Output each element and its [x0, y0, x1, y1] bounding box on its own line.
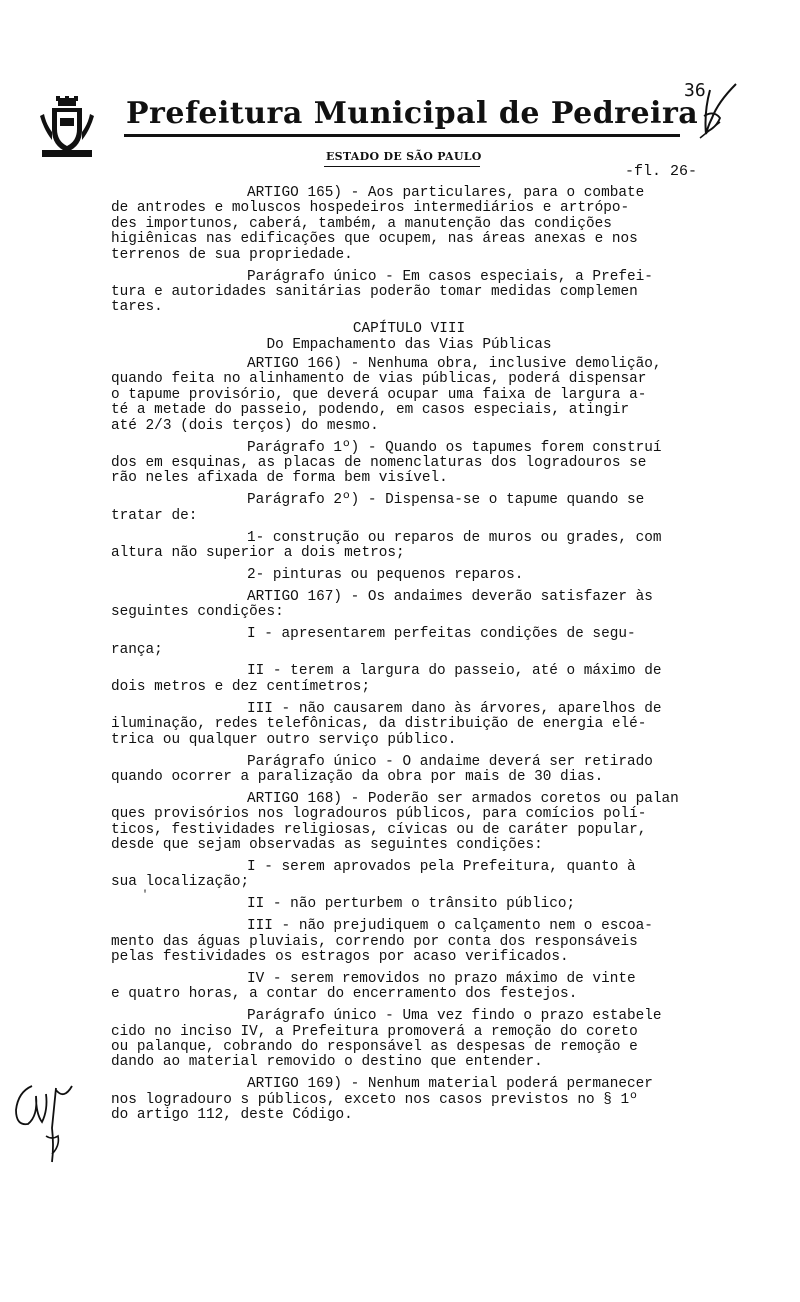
text-line: pelas festividades os estragos por acaso verificados.	[111, 948, 569, 965]
text-line: rão neles afixada de forma bem visível.	[111, 470, 448, 487]
state-label: ESTADO DE SÃO PAULO	[326, 150, 482, 163]
text-line: II - não perturbem o trânsito público;	[247, 896, 576, 913]
header-rule	[124, 134, 680, 137]
text-line: Parágrafo único - Em casos especiais, a Prefei-	[247, 268, 653, 285]
text-line: nos logradouro s públicos, exceto nos casos previstos no § 1º	[111, 1091, 638, 1108]
folio-number: -fl. 26-	[625, 163, 698, 180]
page-number: 36	[684, 80, 706, 101]
text-line: ARTIGO 169) - Nenhum material poderá permanecer	[247, 1076, 653, 1093]
text-line: des importunos, caberá, também, a manutenção das condições	[111, 215, 612, 232]
document-body	[111, 186, 707, 1124]
text-line: desde que sejam observadas as seguintes condições:	[111, 837, 543, 854]
text-line: tares.	[111, 299, 163, 316]
text-line: ARTIGO 165) - Aos particulares, para o combate	[247, 185, 645, 201]
text-line: té a metade do passeio, podendo, em casos especiais, atingir	[111, 402, 630, 419]
text-line: dois metros e dez centímetros;	[111, 678, 371, 695]
signature-icon	[690, 82, 740, 140]
text-line: ticos, festividades religiosas, cívicas ou de caráter popular,	[111, 821, 647, 838]
stray-mark: '	[142, 890, 149, 901]
text-line: Parágrafo 2º) - Dispensa-se o tapume quando se	[247, 492, 645, 509]
initials-signature-icon	[12, 1076, 78, 1168]
text-line: higiênicas nas edificações que ocupem, nas áreas anexas e nos	[111, 231, 638, 248]
text-line: ques provisórios nos logradouros públicos, para comícios polí-	[111, 806, 647, 823]
chapter-heading: CAPÍTULO VIII	[352, 321, 466, 338]
text-line: 1- construção ou reparos de muros ou grades, com	[247, 529, 662, 546]
text-line: trica ou qualquer outro serviço público.	[111, 731, 457, 748]
text-line: e quatro horas, a contar do encerramento dos festejos.	[111, 986, 578, 1003]
text-line: I - serem aprovados pela Prefeitura, quanto à	[247, 858, 636, 875]
text-line: ARTIGO 168) - Poderão ser armados coretos ou palan	[247, 790, 679, 807]
state-underline	[324, 166, 480, 167]
text-line: tratar de:	[111, 507, 198, 524]
text-line: ARTIGO 167) - Os andaimes deverão satisfazer às	[247, 588, 653, 605]
text-line: dando ao material removido o destino que entender.	[111, 1054, 543, 1071]
text-line: até 2/3 (dois terços) do mesmo.	[111, 417, 379, 434]
text-line: iluminação, redes telefônicas, da distribuição de energia elé-	[111, 716, 647, 733]
text-line: seguintes condições:	[111, 604, 284, 621]
text-line: cido no inciso IV, a Prefeitura promoverá a remoção do coreto	[111, 1023, 638, 1040]
text-line: Parágrafo 1º) - Quando os tapumes forem construí	[247, 439, 662, 456]
text-line: quando feita no alinhamento de vias públicas, poderá dispensar	[111, 371, 647, 388]
text-line: tura e autoridades sanitárias poderão tomar medidas complemen	[111, 283, 638, 300]
chapter-subtitle: Do Empachamento das Vias Públicas	[266, 336, 552, 353]
text-line: rança;	[111, 641, 163, 658]
text-line: Parágrafo único - O andaime deverá ser retirado	[247, 753, 653, 770]
text-line: I - apresentarem perfeitas condições de segu-	[247, 626, 636, 643]
text-line: mento das águas pluviais, correndo por conta dos responsáveis	[111, 933, 638, 950]
text-line: do artigo 112, deste Código.	[111, 1107, 353, 1124]
text-line: IV - serem removidos no prazo máximo de vinte	[247, 970, 636, 987]
text-line: Parágrafo único - Uma vez findo o prazo estabele	[247, 1008, 662, 1025]
text-line: altura não superior a dois metros;	[111, 545, 405, 562]
text-line: sua localização;	[111, 874, 250, 891]
text-line: terrenos de sua propriedade.	[111, 246, 353, 263]
text-line: ou palanque, cobrando do responsável as despesas de remoção e	[111, 1039, 638, 1055]
text-line: quando ocorrer a paralização da obra por mais de 30 dias.	[111, 768, 604, 785]
text-line: o tapume provisório, que deverá ocupar uma faixa de largura a-	[111, 386, 647, 403]
text-line: 2- pinturas ou pequenos reparos.	[247, 566, 524, 583]
municipality-title: Prefeitura Municipal de Pedreira	[126, 96, 699, 131]
text-line: III - não causarem dano às árvores, aparelhos de	[247, 700, 662, 717]
text-line: III - não prejudiquem o calçamento nem o escoa-	[247, 918, 653, 935]
text-line: ARTIGO 166) - Nenhuma obra, inclusive demolição,	[247, 356, 662, 373]
text-line: dos em esquinas, as placas de nomenclaturas dos logradouros se	[111, 455, 647, 471]
municipal-crest-icon	[38, 96, 96, 160]
text-line: II - terem a largura do passeio, até o máximo de	[247, 663, 662, 680]
text-line: de antrodes e moluscos hospedeiros intermediários e artrópo-	[111, 200, 630, 217]
